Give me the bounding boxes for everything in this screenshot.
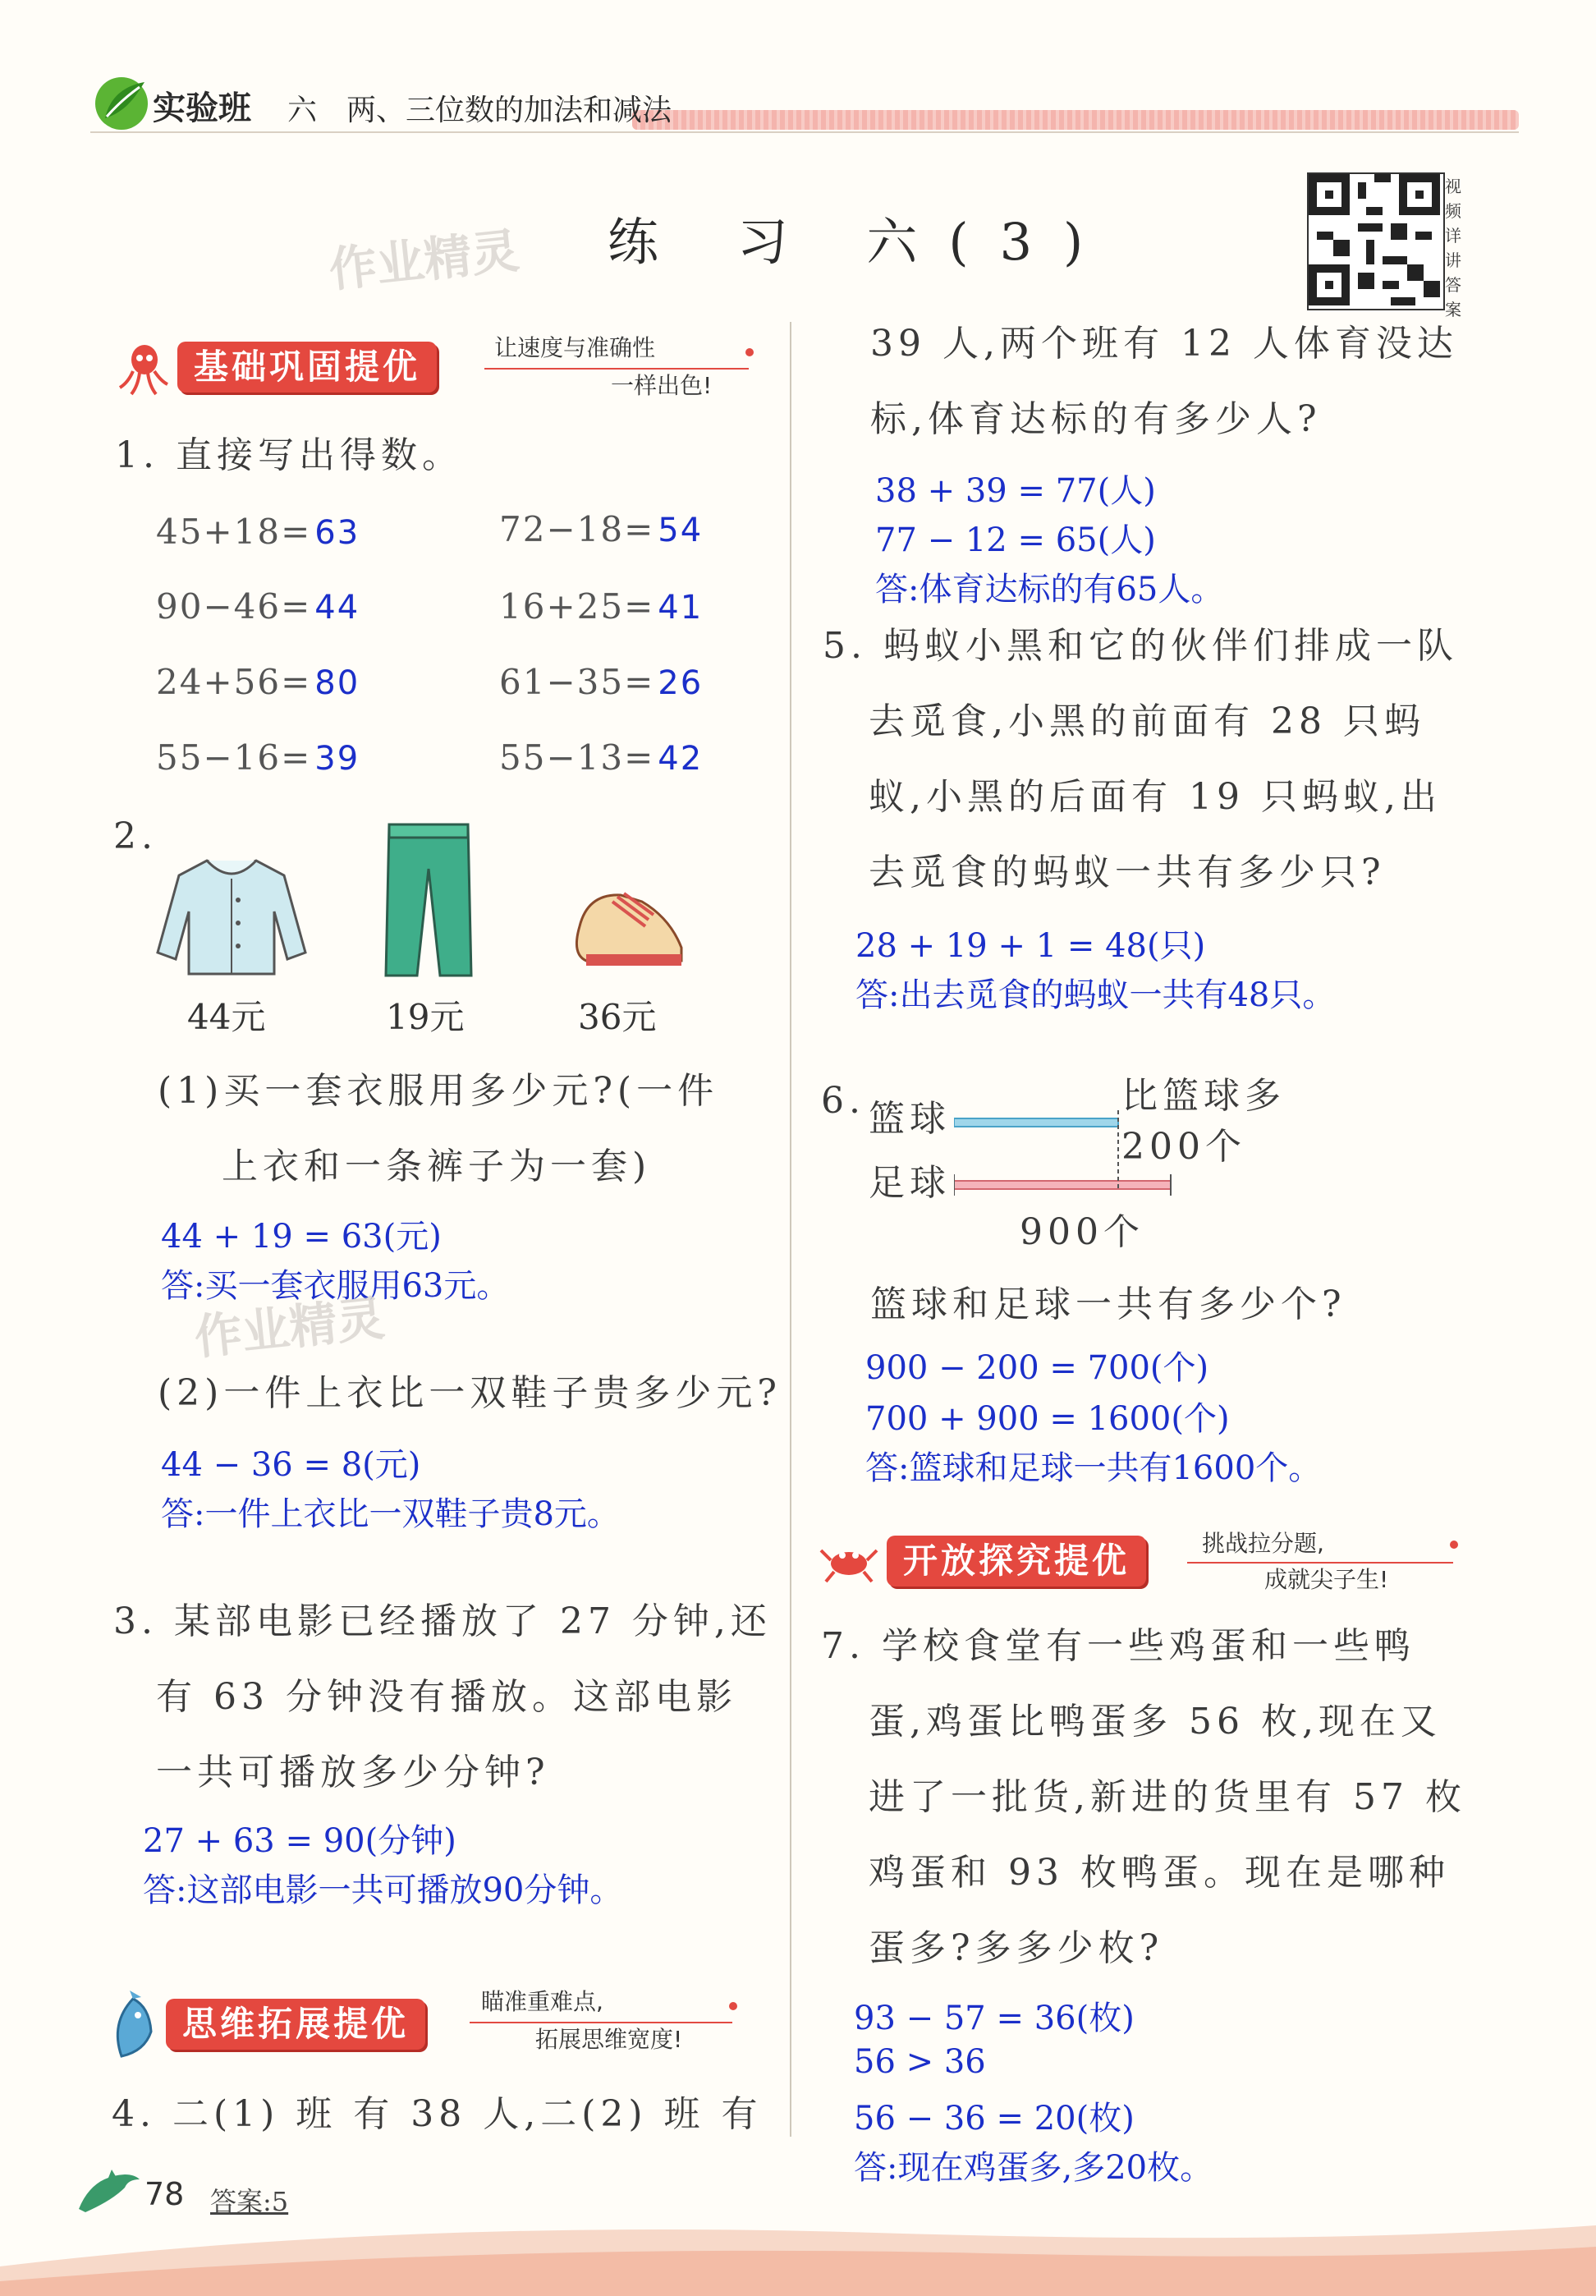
q5-equation: 28 + 19 + 1 = 48(只) (855, 927, 1206, 965)
crab-mascot-icon (819, 1536, 878, 1585)
watermark: 作业精灵 (191, 1290, 388, 1366)
q2-answer2-equation: 44 − 36 = 8(元) (161, 1446, 421, 1484)
leaf-logo-icon (90, 71, 153, 133)
q5-line1: 5. 蚂蚁小黑和它的伙伴们排成一队 (823, 625, 1458, 667)
slogan-underline (470, 2022, 732, 2023)
q3-answer: 答:这部电影一共可播放90分钟。 (143, 1871, 623, 1909)
q7-equation2: 56 > 36 (854, 2043, 986, 2081)
watermark: 作业精灵 (326, 223, 522, 298)
q4-equation2: 77 − 12 = 65(人) (875, 521, 1156, 559)
q4-answer: 答:体育达标的有65人。 (875, 571, 1224, 608)
more-than-value: 200个 (1121, 1126, 1246, 1168)
q1-item: 61−35= 26 (499, 662, 704, 702)
q7-answer: 答:现在鸡蛋多,多20枚。 (854, 2149, 1213, 2187)
unit-title: 六 两、三位数的加法和减法 (287, 94, 672, 127)
q2-part1-line1: (1)买一套衣服用多少元?(一件 (158, 1070, 719, 1112)
sneakers-icon (563, 869, 685, 974)
q7-line3: 进了一批货,新进的货里有 57 枚 (869, 1776, 1466, 1818)
q1-item: 55−16= 39 (156, 737, 360, 778)
slogan-underline (1187, 1562, 1453, 1564)
section-slogan-thinking-2: 拓展思维宽度! (535, 2026, 683, 2053)
q6-answer: 答:篮球和足球一共有1600个。 (865, 1449, 1322, 1487)
section-badge-open: 开放探究提优 (887, 1536, 1146, 1587)
q5-line2: 去觅食,小黑的前面有 28 只蚂 (869, 700, 1425, 742)
section-slogan-basic-1: 让速度与准确性 (494, 334, 656, 361)
q6-equation2: 700 + 900 = 1600(个) (865, 1400, 1230, 1438)
qr-code[interactable] (1307, 172, 1445, 310)
shark-mascot-icon (105, 1991, 163, 2061)
q4-line1: 4. 二(1) 班 有 38 人,二(2) 班 有 (112, 2093, 763, 2135)
q2-part2: (2)一件上衣比一双鞋子贵多少元? (158, 1372, 782, 1414)
q7-line5: 蛋多?多多少枚? (869, 1927, 1164, 1969)
brand-name: 实验班 (153, 90, 251, 127)
q6-number: 6. (821, 1080, 865, 1122)
q5-answer: 答:出去觅食的蚂蚁一共有48只。 (855, 976, 1336, 1014)
page-number: 78 (144, 2176, 185, 2212)
basketball-label: 篮球 (869, 1098, 951, 1140)
trousers-icon (383, 820, 475, 979)
section-badge-basic: 基础巩固提优 (177, 342, 437, 393)
header-decoration (632, 110, 1519, 130)
slogan-dot (729, 2002, 737, 2010)
q3-equation: 27 + 63 = 90(分钟) (143, 1822, 456, 1860)
q5-line3: 蚁,小黑的后面有 19 只蚂蚁,出 (869, 776, 1442, 818)
q7-line4: 鸡蛋和 93 枚鸭蛋。现在是哪种 (869, 1852, 1450, 1894)
q1-item: 55−13= 42 (499, 737, 704, 778)
q7-equation1: 93 − 57 = 36(枚) (854, 2000, 1135, 2037)
column-divider (790, 322, 791, 2137)
q2-answer2: 答:一件上衣比一双鞋子贵8元。 (161, 1495, 620, 1533)
jacket-icon (153, 854, 310, 977)
football-label: 足球 (869, 1162, 951, 1204)
section-slogan-thinking-1: 瞄准重难点, (481, 1988, 603, 2015)
section-badge-thinking: 思维拓展提优 (166, 1999, 425, 2050)
more-than-label: 比篮球多 (1121, 1075, 1286, 1117)
q2-answer1: 答:买一套衣服用63元。 (161, 1267, 510, 1305)
dolphin-icon (76, 2168, 141, 2216)
trousers-price: 19元 (386, 997, 465, 1037)
q2-number: 2. (113, 815, 158, 857)
slogan-dot (1450, 1541, 1458, 1549)
section-slogan-open-1: 挑战拉分题, (1202, 1530, 1324, 1557)
footer-wave-decoration (0, 2217, 1596, 2296)
qr-pattern-icon (1309, 174, 1440, 305)
q3-line3: 一共可播放多少分钟? (156, 1752, 550, 1793)
q6-equation1: 900 − 200 = 700(个) (865, 1349, 1209, 1387)
q1-prompt: 1. 直接写出得数。 (115, 434, 463, 476)
qr-caption: 视频详讲答案 (1445, 177, 1461, 319)
section-slogan-basic-2: 一样出色! (611, 372, 713, 399)
squid-mascot-icon (112, 340, 172, 397)
q1-item: 72−18= 54 (499, 509, 704, 549)
jacket-price: 44元 (187, 997, 266, 1037)
slogan-dot (745, 348, 754, 356)
q7-line2: 蛋,鸡蛋比鸭蛋多 56 枚,现在又 (869, 1701, 1442, 1743)
q6-question: 篮球和足球一共有多少个? (870, 1283, 1346, 1325)
sneakers-price: 36元 (578, 997, 657, 1037)
q2-answer1-equation: 44 + 19 = 63(元) (161, 1218, 442, 1256)
q1-item: 24+56= 80 (156, 662, 360, 702)
header-underline (90, 131, 1519, 133)
total-label: 900个 (1020, 1211, 1144, 1253)
page-title: 练 习 六(3) (608, 212, 1115, 272)
q3-line2: 有 63 分钟没有播放。这部电影 (156, 1676, 737, 1718)
q1-item: 90−46= 44 (156, 586, 360, 627)
section-slogan-open-2: 成就尖子生! (1264, 1566, 1389, 1593)
answer-reference: 答案:5 (210, 2186, 289, 2217)
q5-line4: 去觅食的蚂蚁一共有多少只? (869, 852, 1386, 893)
q7-equation3: 56 − 36 = 20(枚) (854, 2100, 1135, 2138)
q7-line1: 7. 学校食堂有一些鸡蛋和一些鸭 (821, 1625, 1415, 1667)
q1-item: 16+25= 41 (499, 586, 704, 627)
slogan-underline (484, 368, 749, 370)
q2-part1-line2: 上衣和一条裤子为一套) (222, 1146, 652, 1187)
q4-equation1: 38 + 39 = 77(人) (875, 472, 1156, 510)
q3-line1: 3. 某部电影已经播放了 27 分钟,还 (113, 1600, 772, 1642)
q4-line3: 标,体育达标的有多少人? (870, 398, 1322, 440)
q4-line2: 39 人,两个班有 12 人体育没达 (870, 323, 1458, 365)
q1-item: 45+18= 63 (156, 512, 360, 552)
